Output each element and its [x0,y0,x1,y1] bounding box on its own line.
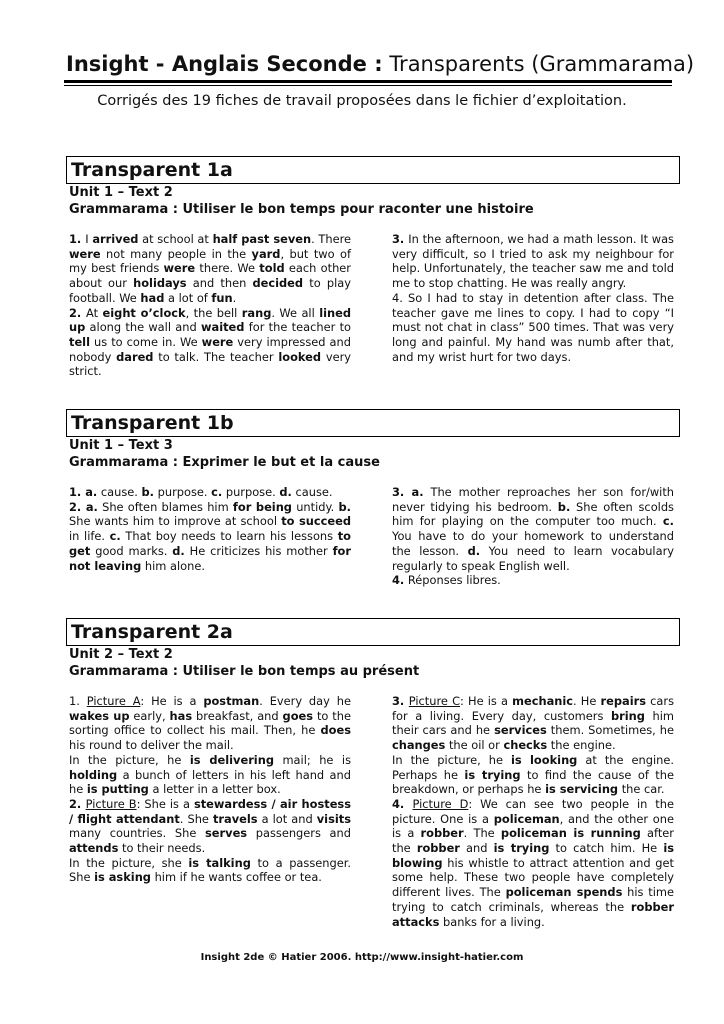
text: after the [392,826,674,856]
text: . We all [271,305,320,320]
paragraph [392,694,674,753]
underlined-text: Picture A [86,694,141,708]
text: very strict. [69,349,351,379]
text: to a passenger. She [69,855,351,885]
bold-text: had [140,290,165,305]
underlined-text: Picture C [408,694,461,708]
paragraph [392,573,674,588]
bold-text: b. [557,499,571,514]
text: to play football. We [69,276,351,305]
text: to the sorting office to collect his mail. Then, he [69,708,351,738]
section-unit: Unit 2 – Text 2 [69,647,173,662]
bold-text: dared [116,349,154,364]
section-grammarama: Grammarama : Utiliser le bon temps au présent [69,664,420,679]
text: cause. [291,485,333,499]
text: mail; he is [273,752,351,767]
text: untidy. [291,499,339,514]
bold-text: policeman [493,811,560,826]
bold-text: travels [212,811,258,826]
title-light: Transparents (Grammarama) [389,52,695,76]
bold-text: services [494,723,547,738]
text: cars for a living. Every day, customers [392,694,675,723]
text: in life. [69,529,110,544]
section-title: Transparent 2a [66,618,680,646]
text: passengers and [247,826,351,841]
bold-text: is trying [493,841,550,856]
bold-text: b. [338,499,351,514]
text: . He [573,694,601,708]
text: In the picture, she [69,855,189,870]
text: along the wall and [85,320,201,335]
text: at school at [138,232,213,246]
text: , and the other one is a [392,811,674,841]
bold-text: is asking [94,870,151,885]
page-title [66,52,695,76]
text: purpose. [222,485,280,499]
text: the car. [618,782,665,797]
text: You have to do your homework to understand the lesson. [392,529,674,558]
bold-text: rang [241,305,272,320]
text: . [232,290,237,305]
text: to their needs. [118,841,206,856]
left-column [69,485,351,573]
bold-text: 4. [392,573,405,588]
text: him if he wants coffee or tea. [150,870,322,885]
bold-text: 3. [392,232,409,246]
bold-text: looked [278,349,322,364]
text: each other about our [69,261,351,291]
section-grammarama: Grammarama : Exprimer le but et la cause [69,455,380,470]
text: : We can see two people in the picture. One is a [392,796,675,826]
text: his time trying to catch criminals, whereas the [392,885,674,914]
text: Réponses libres. [404,573,501,588]
bold-text: wakes up [69,708,130,723]
bold-text: serves [205,826,248,841]
paragraph [69,856,351,885]
bold-text: policeman spends [505,885,623,900]
section-transparent-1b [66,409,680,588]
bold-text: lined up [69,305,351,335]
paragraph [69,753,351,797]
text: good marks. [90,543,173,558]
text: She often blames him [97,499,233,514]
text: breakfast, and [192,708,283,723]
text: to talk. The teacher [153,349,279,364]
bold-text: changes [392,738,446,753]
text: . She [179,811,213,826]
bold-text: arrived [92,232,139,246]
text: 4. So I had to stay in detention after class. The teacher gave me lines to copy. I had to copy “I must not chat in class” 500 times. That was very long and painful. My hand was numb after that, and my wrist hurt for two days. [392,290,674,364]
left-column [69,694,351,885]
paragraph [69,797,351,856]
bold-text: has [169,708,193,723]
text: very impressed and nobody [69,334,351,364]
text: : She is a [136,796,194,811]
bold-text: c. [662,514,674,529]
bold-text: holidays [133,276,187,291]
text: 1. [69,694,87,708]
bold-text: visits [316,811,351,826]
bold-text: goes [282,708,314,723]
bold-text: holding [69,767,118,782]
bold-text: stewardess / air hostess / flight attendant [69,796,351,826]
text: to find the cause of the breakdown, or perhaps he [392,767,674,797]
paragraph [69,694,351,753]
text: many countries. She [69,826,206,841]
bold-text: is putting [86,782,149,797]
right-column [392,232,674,364]
section-grammarama: Grammarama : Utiliser le bon temps pour raconter une histoire [69,202,534,217]
text: You need to learn vocabulary regularly to speak English well. [392,543,674,573]
bold-text: is trying [464,767,521,782]
bold-text: 3. a. [392,485,424,499]
bold-text: policeman is running [500,826,641,841]
text: him their cars and he [392,708,675,738]
bold-text: 2. a. [69,499,98,514]
bold-text: told [259,261,285,276]
text: at the engine. Perhaps he [392,752,675,782]
text: , but two of my best friends [69,246,351,276]
bold-text: decided [252,276,304,291]
bold-text: 2. [69,305,87,320]
text: a bunch of letters in his left hand and he [69,767,351,797]
bold-text: eight o’clock [102,305,186,320]
section-title: Transparent 1a [66,156,680,184]
text: She often scolds him for playing on the computer too much. [392,499,674,529]
text: us to come in. We [89,334,202,349]
text: : He is a [140,694,204,708]
text: his round to deliver the mail. [69,738,234,753]
section-unit: Unit 1 – Text 2 [69,185,173,200]
right-column [392,485,674,588]
text: early, [129,708,170,723]
bold-text: d. [279,485,292,499]
left-column [69,232,351,379]
bold-text: bring [610,708,645,723]
text: the engine. [547,738,616,753]
bold-text: 3. [392,694,409,708]
text: : He is a [460,694,513,708]
text: . Every day he [259,694,351,708]
bold-text: were [163,261,196,276]
text: for the teacher to [244,320,351,335]
title-rule-thin [64,85,672,86]
bold-text: does [320,723,351,738]
paragraph [69,500,351,574]
text: a lot of [164,290,212,305]
text: a lot and [257,811,317,826]
bold-text: to get [69,529,352,558]
text: . There [311,232,352,246]
paragraph [392,797,674,929]
bold-text: for not leaving [69,543,351,573]
text: She wants him to improve at school [69,514,282,529]
text: them. Sometimes, he [546,723,675,738]
bold-text: is servicing [545,782,619,797]
text: to catch him. He [549,841,664,856]
text: In the picture, he [69,752,190,767]
bold-text: robber attacks [392,899,674,929]
text: , the bell [185,305,242,320]
bold-text: d. [467,543,481,558]
bold-text: were [69,246,101,261]
text: a letter in a letter box. [148,782,281,797]
section-unit: Unit 1 – Text 3 [69,438,173,453]
paragraph [69,306,351,380]
bold-text: attends [69,841,119,856]
paragraph [392,753,674,797]
bold-text: is talking [188,855,251,870]
section-transparent-2a [66,618,680,929]
text: cause. [97,485,142,499]
section-title: Transparent 1b [66,409,680,437]
bold-text: b. [141,485,154,499]
bold-text: yard [251,246,281,261]
paragraph [392,485,674,573]
text: there. We [195,261,260,276]
text: his whistle to attract attention and get some help. These two people have completely different lives. The [392,855,674,900]
bold-text: for being [232,499,292,514]
bold-text: c. [109,529,121,544]
text: In the picture, he [392,752,511,767]
text: At [86,305,103,320]
title-rule [64,80,672,83]
paragraph [69,232,351,306]
paragraph [392,232,674,291]
text: That boy needs to learn his lessons [120,529,338,544]
text: He criticizes his mother [184,543,333,558]
bold-text: 1. [69,232,86,246]
bold-text: tell [69,334,90,349]
bold-text: is looking [510,752,578,767]
bold-text: is delivering [189,752,274,767]
text: the oil or [445,738,504,753]
bold-text: postman [203,694,260,708]
bold-text: were [201,334,234,349]
text: The mother reproaches her son for/with never tidying his bedroom. [392,485,675,514]
text: In the afternoon, we had a math lesson. It was very difficult, so I tried to ask my neighbour for help. Unfortunately, the teacher saw me and told me to stop chatting. He was really angry. [392,232,674,291]
bold-text: 2. [69,796,86,811]
bold-text: to succeed [281,514,352,529]
text: not many people in the [100,246,252,261]
text: and then [186,276,253,291]
text: . The [463,826,501,841]
paragraph [392,291,674,365]
right-column [392,694,674,929]
text: I [85,232,93,246]
bold-text: waited [201,320,245,335]
bold-text: checks [503,738,548,753]
page-subtitle: Corrigés des 19 fiches de travail proposées dans le fichier d’exploitation. [97,93,627,109]
bold-text: c. [211,485,223,499]
bold-text: d. [172,543,185,558]
bold-text: robber [420,826,464,841]
section-transparent-1a [66,156,680,379]
text: and [459,841,494,856]
bold-text: robber [416,841,460,856]
text: purpose. [154,485,212,499]
bold-text: half past seven [212,232,312,246]
text: him alone. [141,558,205,573]
paragraph [69,485,351,500]
bold-text: fun [211,290,233,305]
bold-text: repairs [600,694,647,708]
title-bold: Insight - Anglais Seconde : [66,52,383,76]
underlined-text: Picture B [85,796,137,811]
text: banks for a living. [439,914,545,929]
bold-text: 4. [392,796,413,811]
bold-text: 1. a. [69,485,98,499]
bold-text: is blowing [392,841,674,870]
page-footer: Insight 2de © Hatier 2006. http://www.insight-hatier.com [200,952,524,963]
underlined-text: Picture D [412,796,469,811]
bold-text: mechanic [512,694,574,708]
